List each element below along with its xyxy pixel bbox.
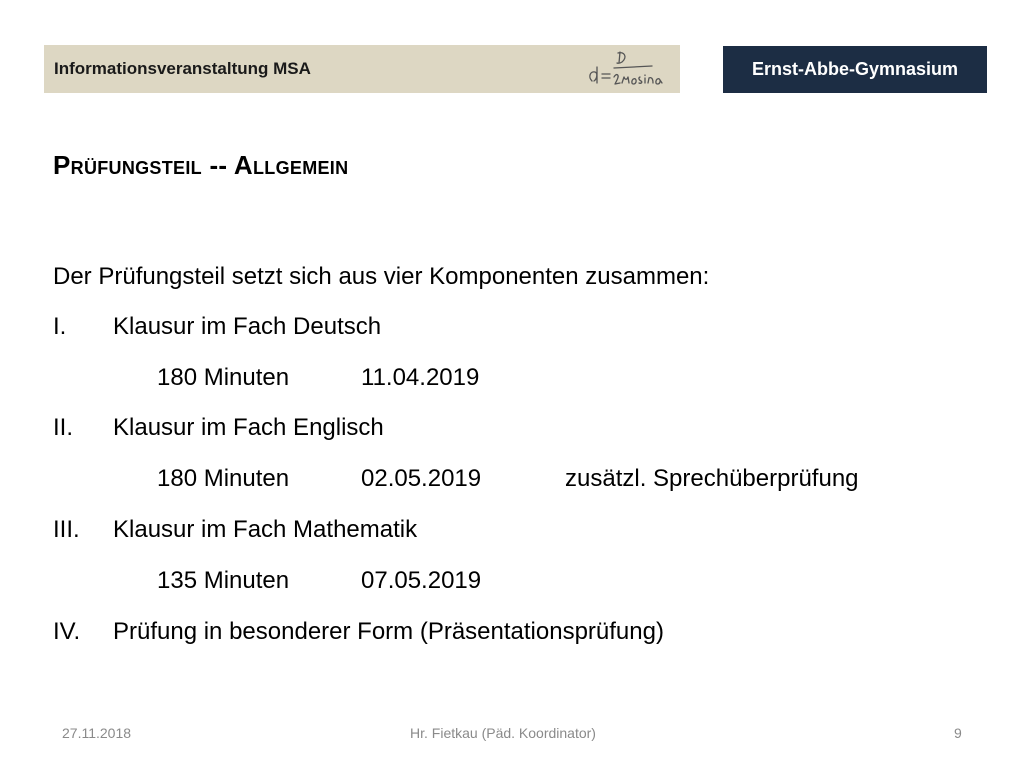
- item-note: zusätzl. Sprechüberprüfung: [565, 465, 859, 492]
- school-name: Ernst-Abbe-Gymnasium: [751, 59, 959, 79]
- footer-date: 27.11.2018: [62, 725, 132, 741]
- item-duration: 180 Minuten: [157, 364, 290, 391]
- item-label: Klausur im Fach Deutsch: [113, 313, 382, 340]
- event-title: Informationsveranstaltung MSA: [54, 59, 311, 78]
- school-name-band: [723, 46, 987, 93]
- item-numeral: II.: [53, 414, 74, 441]
- slide-title: Prüfungsteil -- Allgemein: [53, 150, 349, 180]
- item-numeral: III.: [53, 516, 80, 543]
- item-label: Klausur im Fach Mathematik: [113, 516, 418, 543]
- header-band-left: [44, 45, 680, 93]
- page-number: 9: [954, 725, 962, 741]
- handwritten-formula-icon: [584, 47, 674, 91]
- item-label: Prüfung in besonderer Form (Präsentationsprüfung): [113, 618, 664, 645]
- item-label: Klausur im Fach Englisch: [113, 414, 384, 441]
- footer-presenter: Hr. Fietkau (Päd. Koordinator): [410, 725, 596, 741]
- item-date: 02.05.2019: [361, 465, 482, 492]
- item-numeral: IV.: [53, 618, 81, 645]
- item-date: 11.04.2019: [361, 364, 480, 391]
- item-duration: 180 Minuten: [157, 465, 290, 492]
- item-numeral: I.: [53, 313, 67, 340]
- item-duration: 135 Minuten: [157, 567, 290, 594]
- intro-text: Der Prüfungsteil setzt sich aus vier Komponenten zusammen:: [53, 263, 710, 290]
- item-date: 07.05.2019: [361, 567, 482, 594]
